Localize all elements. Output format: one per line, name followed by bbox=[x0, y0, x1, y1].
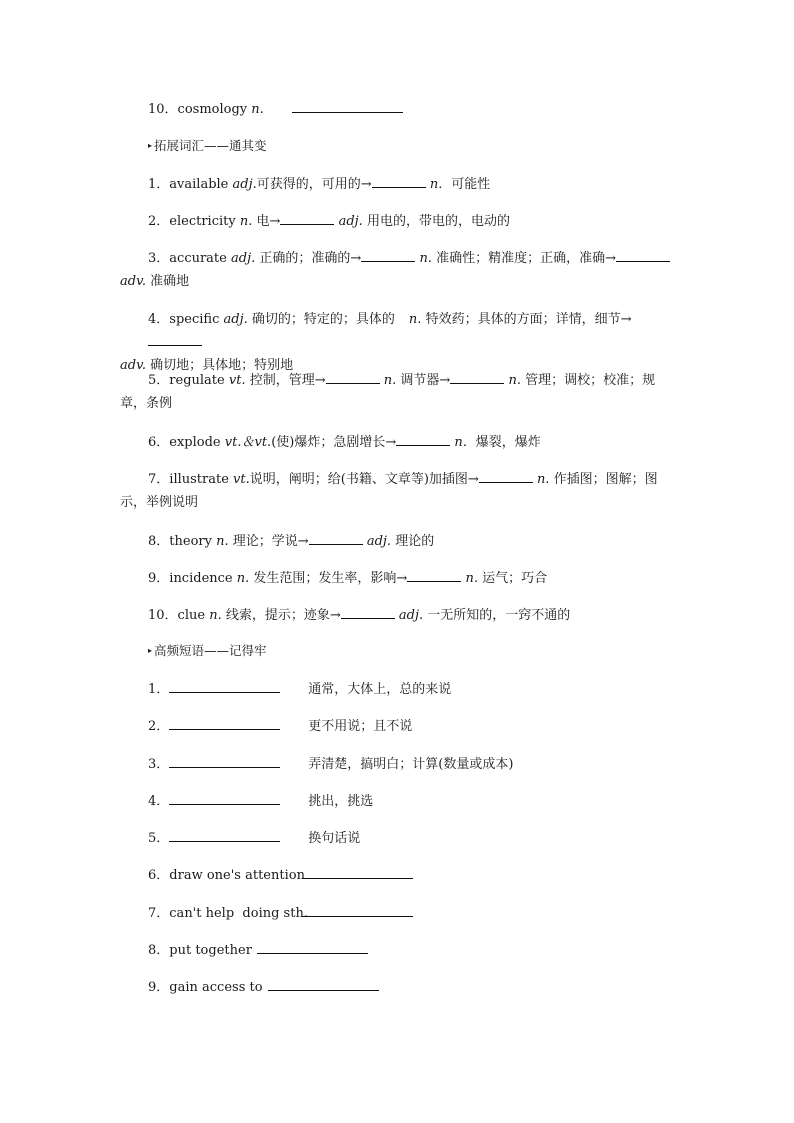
derived-pos: n. bbox=[408, 312, 422, 327]
derived-meaning: 管理；调校；校准；规 bbox=[525, 373, 656, 388]
answer-blank[interactable] bbox=[169, 754, 280, 768]
item-number: 7． bbox=[148, 472, 170, 487]
answer-blank[interactable] bbox=[616, 248, 670, 262]
extend-item-6 bbox=[148, 432, 541, 452]
answer-blank[interactable] bbox=[302, 903, 413, 917]
phrase-meaning: 通常，大体上，总的来说 bbox=[308, 682, 452, 697]
item-pos: n. bbox=[239, 214, 253, 229]
item-pos: n. bbox=[216, 534, 229, 549]
answer-blank[interactable] bbox=[148, 332, 202, 346]
answer-blank[interactable] bbox=[280, 211, 334, 225]
item-word: accurate bbox=[169, 251, 227, 266]
item-meaning: 线索，提示；迹象→ bbox=[225, 608, 341, 623]
derived-meaning: 爆裂，爆炸 bbox=[475, 435, 541, 450]
item-number: 5． bbox=[148, 831, 170, 846]
phrase-item-8 bbox=[148, 940, 368, 960]
derived-pos: n. bbox=[536, 472, 550, 487]
item-pos: vt. bbox=[228, 373, 246, 388]
phrase-meaning: 挑出，挑选 bbox=[308, 794, 374, 809]
vocab-item-cosmology bbox=[148, 99, 403, 119]
phrase-item-5 bbox=[148, 828, 360, 848]
item-meaning: 发生范围；发生率，影响→ bbox=[253, 571, 408, 586]
derived-meaning-cont: 示，举例说明 bbox=[120, 495, 199, 510]
answer-blank[interactable] bbox=[407, 568, 461, 582]
item-pos: adj. bbox=[231, 251, 256, 266]
item-meaning: (使)爆炸；急剧增长→ bbox=[271, 435, 397, 450]
derived-meaning: 用电的，带电的，电动的 bbox=[366, 214, 510, 229]
item-number: 7． bbox=[148, 906, 170, 921]
derived-meaning: 作插图；图解；图 bbox=[553, 472, 658, 487]
derived-pos: n. bbox=[508, 373, 521, 388]
item-word: cosmology bbox=[177, 102, 248, 117]
item-word: available bbox=[169, 177, 229, 192]
item-word: electricity bbox=[169, 214, 236, 229]
phrase-meaning: 弄清楚，搞明白；计算(数量或成本) bbox=[308, 757, 514, 772]
phrase-meaning: 更不用说；且不说 bbox=[308, 719, 413, 734]
answer-blank[interactable] bbox=[169, 716, 280, 730]
derived-pos: adj. bbox=[366, 534, 392, 549]
extend-item-4 bbox=[120, 308, 676, 377]
derived-meaning: 准确性；精准度；正确，准确→ bbox=[436, 251, 616, 266]
answer-blank[interactable] bbox=[169, 828, 280, 842]
phrase-item-3 bbox=[148, 754, 513, 774]
phrase-item-4 bbox=[148, 791, 373, 811]
answer-blank[interactable] bbox=[268, 977, 379, 991]
item-word: incidence bbox=[169, 571, 233, 586]
item-number: 1． bbox=[148, 682, 170, 697]
item-number: 4． bbox=[148, 312, 170, 327]
derived-pos: adv. bbox=[120, 274, 147, 289]
item-number: 2． bbox=[148, 214, 170, 229]
phrase-item-6 bbox=[148, 865, 413, 885]
derived-meaning-cont: 章，条例 bbox=[120, 396, 173, 411]
phrase-text: gain access to bbox=[169, 980, 263, 995]
item-number: 8． bbox=[148, 943, 170, 958]
answer-blank[interactable] bbox=[396, 432, 450, 446]
item-number: 5． bbox=[148, 373, 170, 388]
item-meaning: 电→ bbox=[256, 214, 281, 229]
phrase-item-2 bbox=[148, 716, 412, 736]
phrase-item-7 bbox=[148, 903, 413, 923]
item-pos: n. bbox=[236, 571, 250, 586]
phrase-item-1 bbox=[148, 679, 451, 699]
extend-item-9 bbox=[148, 568, 547, 588]
item-meaning: 理论；学说→ bbox=[232, 534, 309, 549]
triangle-bullet-icon: ▸ bbox=[148, 646, 153, 655]
item-word: explode bbox=[169, 435, 221, 450]
derived-meaning: 理论的 bbox=[395, 534, 435, 549]
section-heading-phrases bbox=[148, 642, 267, 660]
triangle-bullet-icon: ▸ bbox=[148, 141, 153, 150]
derived-meaning: 确切地；具体地；特别地 bbox=[150, 358, 294, 373]
answer-blank[interactable] bbox=[169, 679, 280, 693]
answer-blank[interactable] bbox=[257, 940, 368, 954]
answer-blank[interactable] bbox=[361, 248, 415, 262]
item-number: 1． bbox=[148, 177, 170, 192]
extend-item-8 bbox=[148, 531, 434, 551]
answer-blank[interactable] bbox=[292, 99, 403, 113]
item-meaning: 控制，管理→ bbox=[249, 373, 326, 388]
item-number: 6． bbox=[148, 435, 170, 450]
derived-pos: adj. bbox=[338, 214, 363, 229]
extend-item-7 bbox=[120, 468, 676, 514]
phrase-item-9 bbox=[148, 977, 379, 997]
answer-blank[interactable] bbox=[479, 469, 533, 483]
item-number: 10． bbox=[148, 608, 178, 623]
derived-pos: n. bbox=[419, 251, 432, 266]
extend-item-5 bbox=[120, 369, 676, 415]
item-pos: vt. bbox=[233, 472, 250, 487]
item-meaning: 可获得的，可用的→ bbox=[256, 177, 372, 192]
answer-blank[interactable] bbox=[302, 865, 413, 879]
item-pos: vt.＆vt. bbox=[224, 435, 272, 450]
derived-pos: n. bbox=[465, 571, 478, 586]
derived-meaning: 准确地 bbox=[150, 274, 190, 289]
item-pos: n. bbox=[209, 608, 222, 623]
phrase-text: can't help doing sth. bbox=[169, 906, 308, 921]
item-number: 6． bbox=[148, 868, 170, 883]
item-meaning: 说明，阐明；给(书籍、文章等)加插图→ bbox=[249, 472, 479, 487]
derived-pos: adj. bbox=[398, 608, 424, 623]
derived-meaning: 特效药；具体的方面；详情，细节→ bbox=[425, 312, 632, 327]
item-number: 4． bbox=[148, 794, 170, 809]
section-title: 拓展词汇——通其变 bbox=[154, 138, 267, 153]
item-word: regulate bbox=[169, 373, 225, 388]
phrase-meaning: 换句话说 bbox=[308, 831, 361, 846]
item-number: 9． bbox=[148, 980, 170, 995]
section-title: 高频短语——记得牢 bbox=[154, 643, 267, 658]
section-heading-extend bbox=[148, 137, 267, 155]
item-word: specific bbox=[169, 312, 220, 327]
item-number: 3． bbox=[148, 757, 170, 772]
item-number: 9． bbox=[148, 571, 170, 586]
item-number: 2． bbox=[148, 719, 170, 734]
answer-blank[interactable] bbox=[326, 370, 380, 384]
derived-pos: n. bbox=[383, 373, 397, 388]
phrase-text: put together bbox=[169, 943, 252, 958]
derived-pos: n． bbox=[429, 177, 452, 192]
answer-blank[interactable] bbox=[169, 791, 280, 805]
phrase-text: draw one's attention bbox=[169, 868, 305, 883]
extend-item-3 bbox=[120, 247, 676, 293]
item-meaning: 正确的；准确的→ bbox=[259, 251, 362, 266]
answer-blank[interactable] bbox=[341, 605, 395, 619]
extend-item-2 bbox=[148, 211, 510, 231]
item-word: illustrate bbox=[169, 472, 229, 487]
item-meaning: 确切的；特定的；具体的 bbox=[251, 312, 395, 327]
item-number: 10． bbox=[148, 102, 178, 117]
item-number: 8． bbox=[148, 534, 170, 549]
item-number: 3． bbox=[148, 251, 170, 266]
item-pos: adj. bbox=[232, 177, 257, 192]
answer-blank[interactable] bbox=[309, 531, 363, 545]
derived-meaning: 一无所知的，一窍不通的 bbox=[427, 608, 571, 623]
answer-blank[interactable] bbox=[372, 174, 426, 188]
item-word: clue bbox=[177, 608, 206, 623]
derived-pos: adv. bbox=[120, 358, 147, 373]
derived-meaning: 运气；巧合 bbox=[482, 571, 548, 586]
answer-blank[interactable] bbox=[450, 370, 504, 384]
derived-meaning: 调节器→ bbox=[400, 373, 451, 388]
item-pos: n. bbox=[251, 102, 264, 117]
derived-pos: n． bbox=[454, 435, 476, 450]
derived-meaning: 可能性 bbox=[451, 177, 491, 192]
extend-item-10 bbox=[148, 605, 570, 625]
extend-item-1 bbox=[148, 174, 490, 194]
item-pos: adj. bbox=[223, 312, 248, 327]
item-word: theory bbox=[169, 534, 212, 549]
